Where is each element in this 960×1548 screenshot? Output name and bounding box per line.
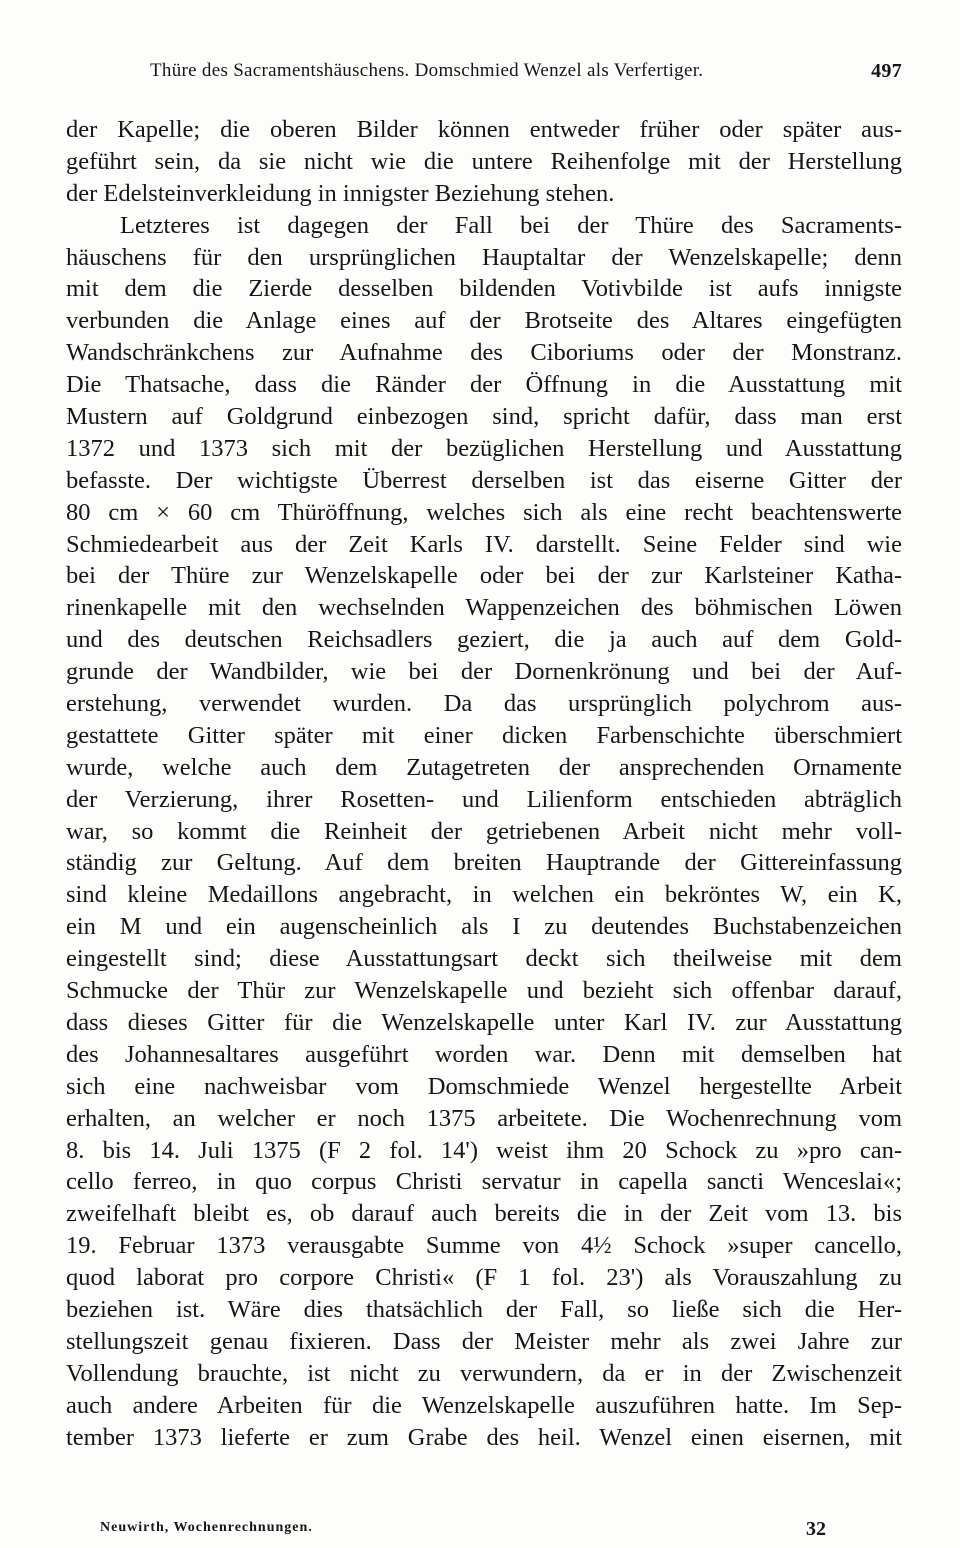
text-line: auch andere Arbeiten für die Wenzelskapelle auszuführen hatte. Im Sep- — [66, 1391, 902, 1419]
text-line: Schmucke der Thür zur Wenzelskapelle und bezieht sich offenbar darauf, — [66, 977, 902, 1005]
text-line: bei der Thüre zur Wenzelskapelle oder bei der zur Karlsteiner Katha- — [66, 562, 902, 590]
text-line: sind kleine Medaillons angebracht, in welchen ein bekröntes W, ein K, — [66, 881, 902, 909]
text-line: Letzteres ist dagegen der Fall bei der Thüre des Sacraments- — [120, 211, 902, 239]
text-line: gestattete Gitter später mit einer dicken Farbenschichte überschmiert — [66, 721, 902, 749]
text-line: 80 cm × 60 cm Thüröffnung, welches sich als eine recht beachtenswerte — [66, 498, 902, 526]
text-line: der Verzierung, ihrer Rosetten- und Lilienform entschieden abträglich — [66, 785, 902, 813]
text-line: verbunden die Anlage eines auf der Brotseite des Altares eingefügten — [66, 307, 902, 335]
running-header — [150, 60, 902, 90]
text-line: befasste. Der wichtigste Überrest derselben ist das eiserne Gitter der — [66, 466, 902, 494]
running-title: Thüre des Sacramentshäuschens. Domschmied Wenzel als Verfertiger. — [150, 60, 704, 81]
text-line: Die Thatsache, dass die Ränder der Öffnung in die Ausstattung mit — [66, 371, 902, 399]
text-line: stellungszeit genau fixieren. Dass der Meister mehr als zwei Jahre zur — [66, 1327, 902, 1355]
text-line: rinenkapelle mit den wechselnden Wappenzeichen des böhmischen Löwen — [66, 594, 902, 622]
printer-signature: Neuwirth, Wochenrechnungen. — [100, 1520, 313, 1535]
text-line: sich eine nachweisbar vom Domschmiede Wenzel hergestellte Arbeit — [66, 1072, 902, 1100]
text-line: Mustern auf Goldgrund einbezogen sind, spricht dafür, dass man erst — [66, 403, 902, 431]
text-line: Wandschränkchens zur Aufnahme des Ciboriums oder der Monstranz. — [66, 339, 902, 367]
text-line: der Edelsteinverkleidung in innigster Beziehung stehen. — [66, 179, 615, 207]
text-line: der Kapelle; die oberen Bilder können entweder früher oder später aus- — [66, 116, 902, 143]
text-line: und des deutschen Reichsadlers geziert, die ja auch auf dem Gold- — [66, 626, 902, 654]
text-line: 19. Februar 1373 verausgabte Summe von 4½ Schock »super cancello, — [66, 1232, 902, 1260]
text-line: ständig zur Geltung. Auf dem breiten Hauptrande der Gittereinfassung — [66, 849, 902, 877]
text-line: quod laborat pro corpore Christi« (F 1 fol. 23') als Vorauszahlung zu — [66, 1264, 902, 1292]
text-line: grunde der Wandbilder, wie bei der Dornenkrönung und bei der Auf- — [66, 658, 902, 686]
text-line: war, so kommt die Reinheit der getriebenen Arbeit nicht mehr voll- — [66, 817, 902, 845]
signature-mark: 32 — [806, 1518, 826, 1540]
text-line: ein M und ein augenscheinlich als I zu deutendes Buchstabenzeichen — [66, 913, 902, 941]
text-line: des Johannesaltares ausgeführt worden war. Denn mit demselben hat — [66, 1040, 902, 1068]
text-line: dass dieses Gitter für die Wenzelskapelle unter Karl IV. zur Ausstattung — [66, 1008, 902, 1036]
text-line: cello ferreo, in quo corpus Christi servatur in capella sancti Wenceslai«; — [66, 1168, 902, 1196]
text-line: zweifelhaft bleibt es, ob darauf auch bereits die in der Zeit vom 13. bis — [66, 1200, 902, 1228]
text-line: 1372 und 1373 sich mit der bezüglichen Herstellung und Ausstattung — [66, 434, 902, 462]
text-line: mit dem die Zierde desselben bildenden Votivbilde ist aufs innigste — [66, 275, 902, 303]
body-text — [66, 114, 902, 1453]
text-line: Schmiedearbeit aus der Zeit Karls IV. darstellt. Seine Felder sind wie — [66, 530, 902, 558]
text-line: eingestellt sind; diese Ausstattungsart deckt sich theilweise mit dem — [66, 945, 902, 973]
text-line: häuschens für den ursprünglichen Hauptaltar der Wenzelskapelle; denn — [66, 243, 902, 271]
text-line: erhalten, an welcher er noch 1375 arbeitete. Die Wochenrechnung vom — [66, 1104, 902, 1132]
page-footer — [100, 1518, 826, 1546]
text-line: Vollendung brauchte, ist nicht zu verwundern, da er in der Zwischenzeit — [66, 1359, 902, 1387]
text-line: tember 1373 lieferte er zum Grabe des heil. Wenzel einen eisernen, mit — [66, 1423, 902, 1451]
text-line: erstehung, verwendet wurden. Da das ursprünglich polychrom aus- — [66, 690, 902, 718]
text-line: 8. bis 14. Juli 1375 (F 2 fol. 14') weist ihm 20 Schock zu »pro can- — [66, 1136, 902, 1164]
text-line: beziehen ist. Wäre dies thatsächlich der Fall, so ließe sich die Her- — [66, 1295, 902, 1323]
text-line: wurde, welche auch dem Zutagetreten der ansprechenden Ornamente — [66, 753, 902, 781]
page-number: 497 — [871, 60, 902, 82]
text-line: geführt sein, da sie nicht wie die untere Reihenfolge mit der Herstellung — [66, 147, 902, 175]
